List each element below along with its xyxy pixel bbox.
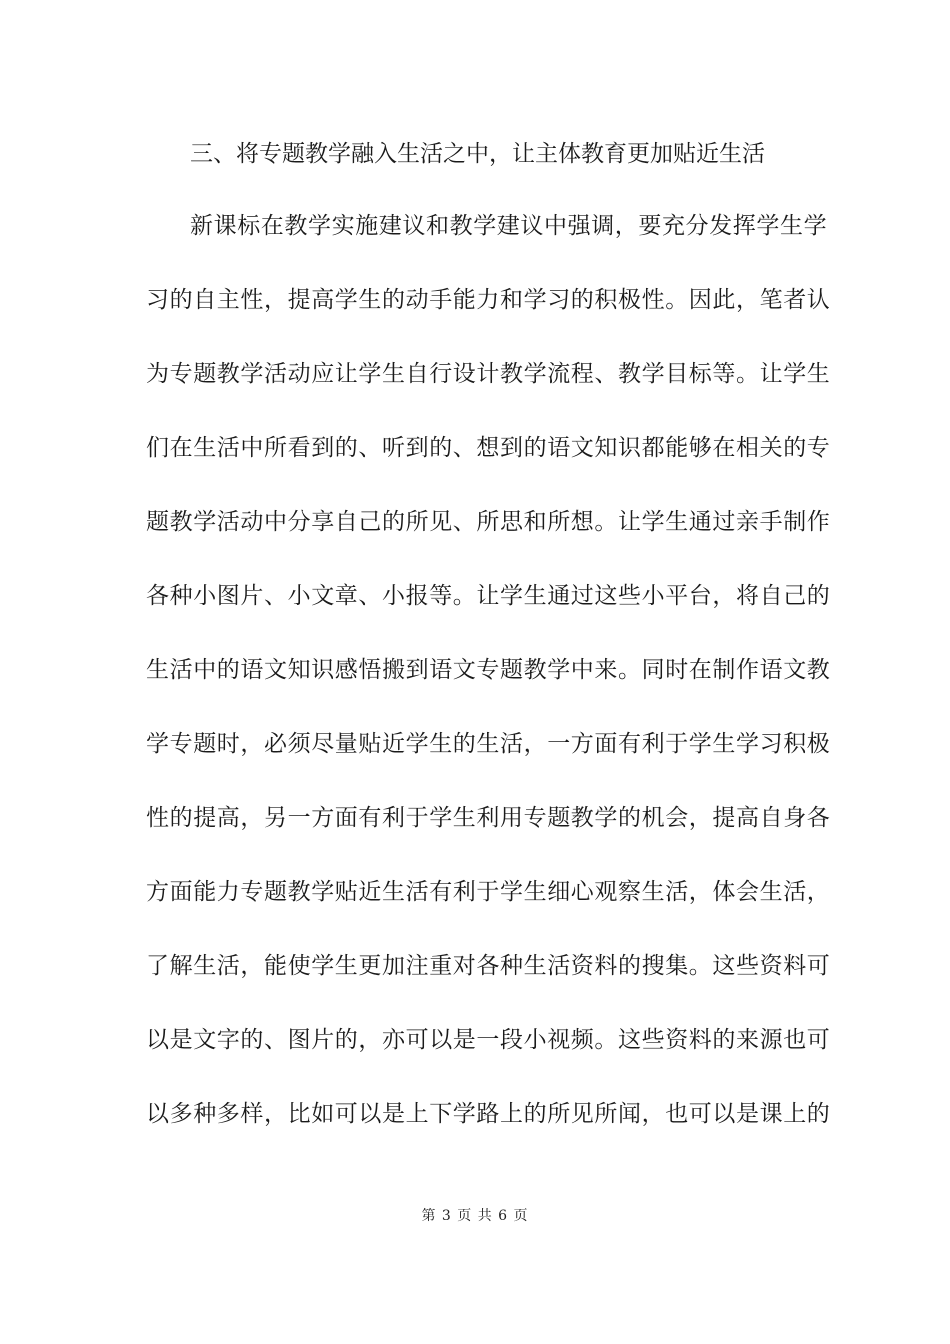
text-line: 各种小图片、小文章、小报等。让学生通过这些小平台，将自己的 <box>146 583 831 609</box>
text-line: 方面能力专题教学贴近生活有利于学生细心观察生活，体会生活， <box>146 879 831 905</box>
text-line: 以是文字的、图片的，亦可以是一段小视频。这些资料的来源也可 <box>146 1027 831 1053</box>
text-line: 了解生活，能使学生更加注重对各种生活资料的搜集。这些资料可 <box>146 953 831 979</box>
text-line: 以多种多样，比如可以是上下学路上的所见所闻，也可以是课上的 <box>146 1101 831 1127</box>
text-line: 生活中的语文知识感悟搬到语文专题教学中来。同时在制作语文教 <box>146 657 831 683</box>
section-heading: 三、将专题教学融入生活之中，让主体教育更加贴近生活 <box>190 141 765 167</box>
text-line: 新课标在教学实施建议和教学建议中强调，要充分发挥学生学 <box>190 213 828 239</box>
text-line: 习的自主性，提高学生的动手能力和学习的积极性。因此，笔者认 <box>146 287 831 313</box>
page-number-footer: 第 3 页 共 6 页 <box>421 1208 529 1224</box>
text-line: 为专题教学活动应让学生自行设计教学流程、教学目标等。让学生 <box>146 361 831 387</box>
text-line: 们在生活中所看到的、听到的、想到的语文知识都能够在相关的专 <box>146 435 831 461</box>
text-line: 题教学活动中分享自己的所见、所思和所想。让学生通过亲手制作 <box>146 509 831 535</box>
text-line: 学专题时，必须尽量贴近学生的生活，一方面有利于学生学习积极 <box>146 731 831 757</box>
text-line: 性的提高，另一方面有利于学生利用专题教学的机会，提高自身各 <box>146 805 831 831</box>
